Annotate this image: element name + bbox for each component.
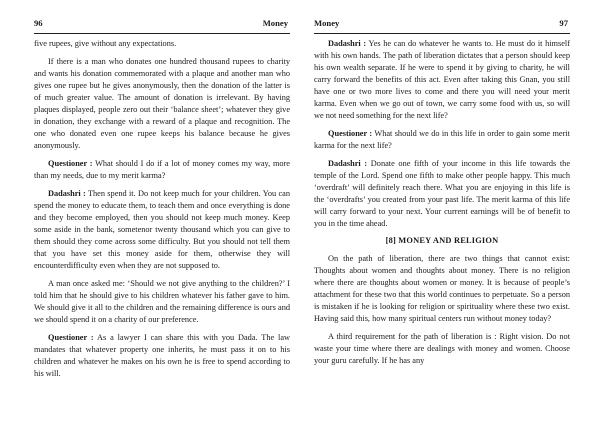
right-page <box>314 0 570 446</box>
header-rule <box>34 33 290 34</box>
paragraph-text: Donate one fifth of your income in this life towards the temple of the Lord. Spend one fifth to make other people happy. This much ‘overdraft’ will definitely reach there. What you are enjoying in this life is the ‘overdrafts’ you created from your past life. The merit karma of this life will carry forward to your next. Your current earnings will be of benefit to you in the time ahead. <box>314 159 570 228</box>
speaker-label: Dadashri : <box>48 189 86 198</box>
answer-paragraph <box>314 158 570 230</box>
paragraph-text: Yes he can do whatever he wants to. He must do it himself with his own hands. The path of liberation dictates that a person should keep his own wealth separate. If he were to spend it by giving to charity, he will carry forward the benefits of this act. Even after taking this Gnan, you still have one or two more lives to come and there you will need your merit karma. Even when we go out of town, we carry some food with us, so will we not need something for the next life? <box>314 39 570 120</box>
paragraph-text: What should we do in this life in order to gain some merit karma for the next life? <box>314 129 570 150</box>
header-rule <box>314 33 570 34</box>
speaker-label: Dadashri : <box>328 39 367 48</box>
right-page-header <box>314 18 570 32</box>
page-number: 97 <box>559 18 568 28</box>
speaker-label: Dadashri : <box>328 159 368 168</box>
question-paragraph <box>34 332 290 380</box>
paragraph: A third requirement for the path of liberation is : Right vision. Do not waste your time where there are dealings with money and women. Choose your guru carefully. If he has any <box>314 332 570 365</box>
answer-paragraph <box>314 38 570 122</box>
opening-line: five rupees, give without any expectations. <box>34 39 177 48</box>
speaker-label: Questioner : <box>328 129 373 138</box>
page-number: 96 <box>34 18 43 28</box>
left-page-header <box>34 18 290 32</box>
running-title: Money <box>262 18 288 28</box>
paragraph: If there is a man who donates one hundred thousand rupees to charity and wants his donation commemorated with a plaque and another man who gives one rupee but he gives anonymously, then the donation of the latter is of much greater value. The amount of donation is irrelevant. By having plaques displayed, people zero out their ‘balance sheet’; whatever they give in donation, they exchange with a reward of a plaque and recognition. The one who donated even one rupee keeps his balance because he gives anonymously. <box>34 57 290 150</box>
paragraph-text: As a lawyer I can share this with you Dada. The law mandates that whatever property one inherits, he must pass it on to his children and whatever he makes on his own he is free to spend according to his will. <box>34 333 290 378</box>
paragraph: A man once asked me: ‘Should we not give anything to the children?’ I told him that he should give to his children whatever his father gave to him. We should give it all to the children and the remaining difference is ours and we should spend it on a charity of our preference. <box>34 279 290 324</box>
left-page <box>34 0 290 446</box>
question-paragraph <box>34 158 290 182</box>
speaker-label: Questioner : <box>48 159 93 168</box>
answer-paragraph <box>34 188 290 272</box>
paragraph: On the path of liberation, there are two things that cannot exist: Thoughts about women and thoughts about money. There is no religion where there are thoughts about women or money. It is because of people’s attachment for these two that this world continues to perpetuate. So a person is mistaken if he is looking for religion or spirituality where these two exist. Having said this, how many spiritual centers run without money today? <box>314 254 570 323</box>
question-paragraph <box>314 128 570 152</box>
paragraph-text: Then spend it. Do not keep much for your children. You can spend the money to educate them, to teach them and once everything is done and they become employed, then you should not keep much money. Keep some aside in the bank, sometenor twenty thousand which you can give to them should they come across some difficulty. But you should not tell them that you have set this money aside for them, otherwise they will encounterdifficulty even when they are not supposed to. <box>34 189 290 270</box>
speaker-label: Questioner : <box>48 333 94 342</box>
paragraph-text: What should I do if a lot of money comes my way, more than my needs, due to my merit karma? <box>34 159 290 180</box>
section-heading: [8] MONEY AND RELIGION <box>385 236 499 245</box>
running-title: Money <box>314 18 340 28</box>
